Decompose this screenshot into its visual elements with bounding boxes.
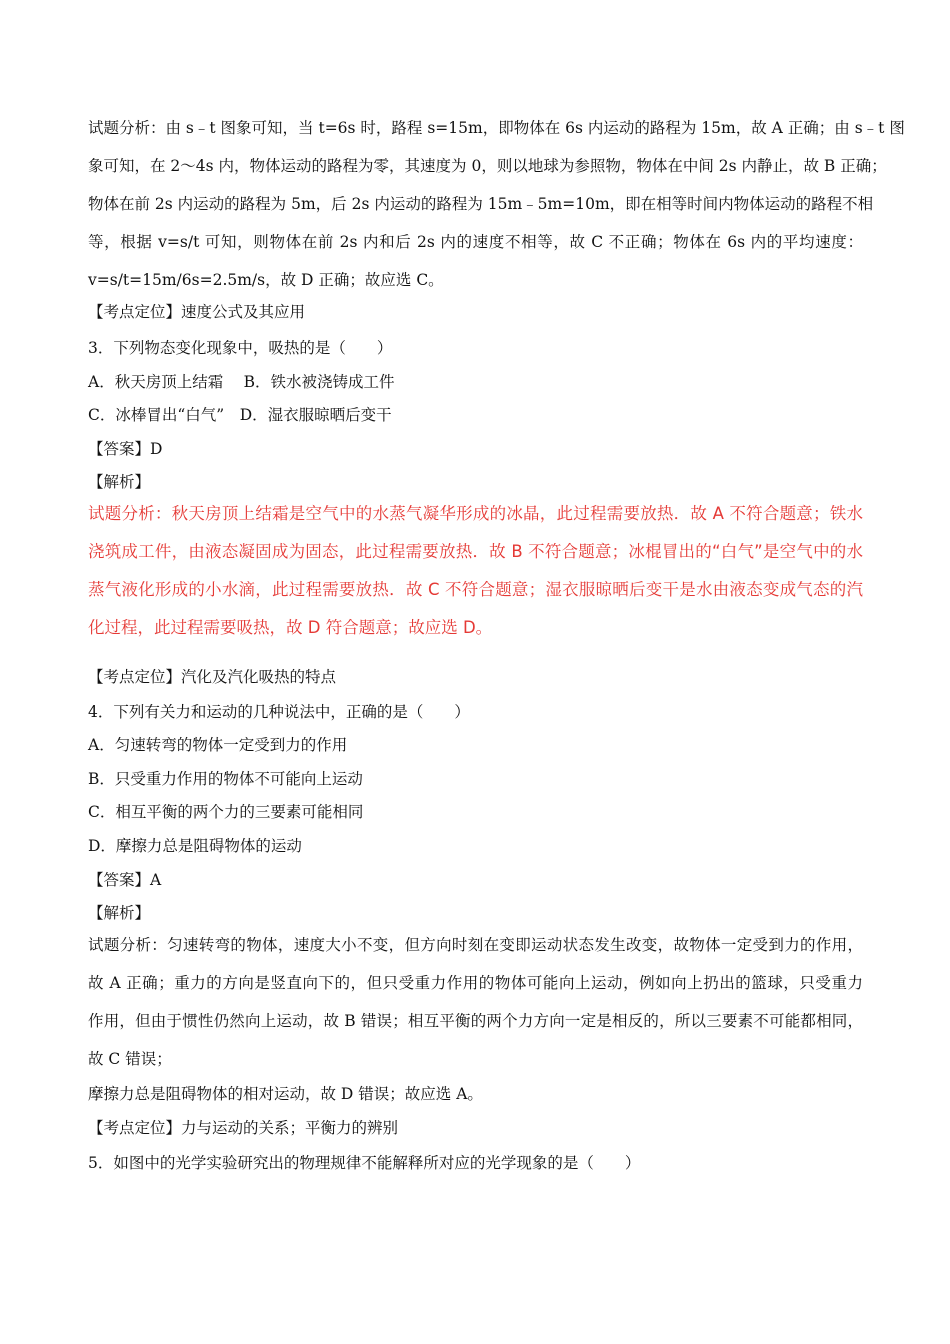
text-line: 象可知，在 2～4s 内，物体运动的路程为零，其速度为 0，则以地球为参照物，物体在中间 2s 内静止，故 B 正确； — [88, 157, 887, 175]
text-line: 等，根据 v=s/t 可知，则物体在前 2s 内和后 2s 内的速度不相等，故 C 不正确；物体在 6s 内的平均速度： — [88, 233, 863, 251]
text-line: 试题分析：秋天房顶上结霜是空气中的水蒸气凝华形成的冰晶，此过程需要放热．故 A 不符合题意；铁水 — [88, 504, 863, 523]
text-line: A．匀速转弯的物体一定受到力的作用 — [88, 736, 348, 754]
text-line: 【解析】 — [88, 904, 151, 922]
text-line: D．摩擦力总是阻碍物体的运动 — [88, 837, 302, 855]
text-line: C．相互平衡的两个力的三要素可能相同 — [88, 803, 364, 821]
text-line: 【考点定位】力与运动的关系；平衡力的辨别 — [88, 1119, 399, 1137]
text-line: 【考点定位】速度公式及其应用 — [88, 303, 306, 321]
text-line: B．只受重力作用的物体不可能向上运动 — [88, 770, 363, 788]
text-line: 5．如图中的光学实验研究出的物理规律不能解释所对应的光学现象的是（ ） — [88, 1154, 641, 1172]
text-line: 作用，但由于惯性仍然向上运动，故 B 错误；相互平衡的两个力方向一定是相反的，所以三要素不可能都相同， — [88, 1012, 863, 1030]
text-line: 摩擦力总是阻碍物体的相对运动，故 D 错误；故应选 A。 — [88, 1085, 483, 1103]
text-line: v=s/t=15m/6s=2.5m/s，故 D 正确；故应选 C。 — [88, 271, 444, 289]
text-line: 【答案】D — [88, 440, 163, 458]
text-line: 故 C 错误； — [88, 1050, 172, 1068]
text-line: 试题分析：匀速转弯的物体，速度大小不变，但方向时刻在变即运动状态发生改变，故物体一定受到力的作用， — [88, 936, 863, 954]
text-line: 试题分析：由 s﹣t 图象可知，当 t=6s 时，路程 s=15m，即物体在 6s 内运动的路程为 15m，故 A 正确；由 s﹣t 图 — [88, 119, 905, 137]
text-line: A．秋天房顶上结霜 B．铁水被浇铸成工件 — [88, 373, 395, 391]
text-line: 【考点定位】汽化及汽化吸热的特点 — [88, 668, 337, 686]
text-line: 蒸气液化形成的小水滴，此过程需要放热．故 C 不符合题意；湿衣服晾晒后变干是水由液态变成气态的汽 — [88, 580, 863, 599]
text-line: 3．下列物态变化现象中，吸热的是（ ） — [88, 339, 393, 357]
text-line: 物体在前 2s 内运动的路程为 5m，后 2s 内运动的路程为 15m﹣5m=10m，即在相等时间内物体运动的路程不相 — [88, 195, 874, 213]
text-line: 故 A 正确；重力的方向是竖直向下的，但只受重力作用的物体可能向上运动，例如向上扔出的篮球，只受重力 — [88, 974, 863, 992]
text-line: 4．下列有关力和运动的几种说法中，正确的是（ ） — [88, 703, 470, 721]
text-line: 化过程，此过程需要吸热，故 D 符合题意；故应选 D。 — [88, 618, 493, 637]
text-line: C．冰棒冒出“白气” D．湿衣服晾晒后变干 — [88, 406, 392, 424]
text-line: 【解析】 — [88, 473, 151, 491]
text-line: 【答案】A — [88, 871, 162, 889]
text-line: 浇筑成工件，由液态凝固成为固态，此过程需要放热．故 B 不符合题意；冰棍冒出的“白气”是空气中的水 — [88, 542, 863, 561]
